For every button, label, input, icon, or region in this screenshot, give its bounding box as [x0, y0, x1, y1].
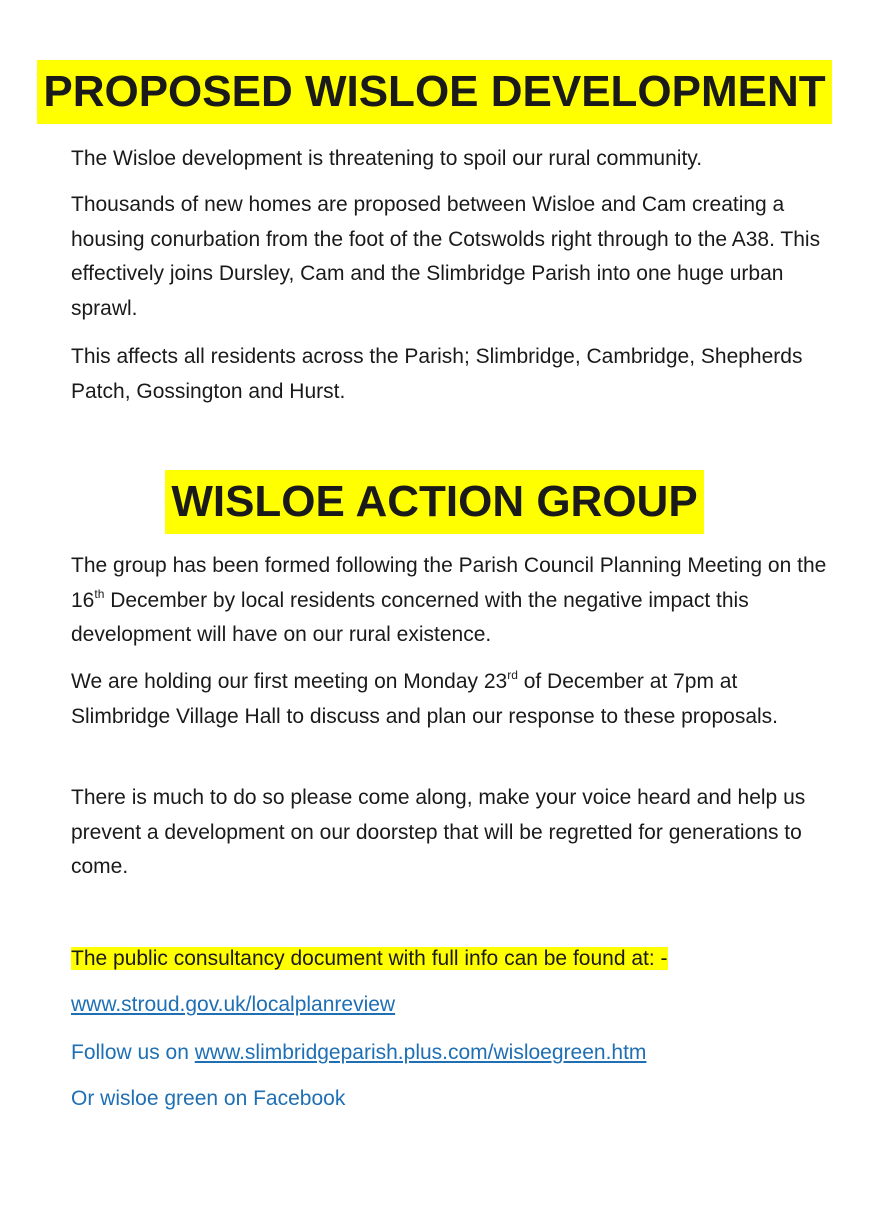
intro-paragraph-3: This affects all residents across the Parish; Slimbridge, Cambridge, Shepherds Patch, Gossington and Hurst.	[71, 345, 803, 403]
group-paragraph-1	[71, 549, 831, 653]
follow-prefix: Follow us on	[71, 1041, 195, 1064]
facebook-line: Or wisloe green on Facebook	[71, 1087, 346, 1110]
consultancy-note	[71, 943, 668, 975]
consultancy-note-text: The public consultancy document with full info can be found at: -	[71, 947, 668, 970]
group-paragraph-2-text-a: We are holding our first meeting on Monday 23	[71, 670, 508, 693]
group-paragraph-2-text-b: of December at 7pm at Slimbridge Village Hall to discuss and plan our response to these proposals.	[71, 670, 779, 728]
slimbridge-parish-link[interactable]: www.slimbridgeparish.plus.com/wisloegreen.htm	[194, 1041, 647, 1064]
ordinal-suffix-rd: rd	[507, 668, 518, 682]
group-paragraph-1-text-b: December by local residents concerned with the negative impact this development will have on our rural existence.	[71, 588, 749, 646]
group-paragraph-2	[71, 665, 831, 734]
group-paragraph-1-text-a: The group has been formed following the Parish Council Planning Meeting on the 16	[71, 554, 827, 612]
stroud-link-line	[71, 989, 395, 1021]
group-heading: WISLOE ACTION GROUP	[165, 470, 703, 534]
group-heading-wrap	[0, 470, 869, 534]
intro-paragraph-2: Thousands of new homes are proposed between Wisloe and Cam creating a housing conurbation from the foot of the Cotswolds right through to the A38. This effectively joins Dursley, Cam and the Slimbridge Parish into one huge urban sprawl.	[71, 193, 821, 320]
intro-paragraph-1: The Wisloe development is threatening to spoil our rural community.	[71, 147, 703, 170]
ordinal-suffix-th: th	[94, 586, 105, 601]
follow-line	[71, 1037, 646, 1069]
group-paragraph-3: There is much to do so please come along, make your voice heard and help us prevent a development on our doorstep that will be regretted for generations to come.	[71, 786, 806, 878]
main-heading: PROPOSED WISLOE DEVELOPMENT	[37, 60, 831, 124]
stroud-plan-link[interactable]: www.stroud.gov.uk/localplanreview	[71, 993, 396, 1016]
main-heading-wrap	[0, 60, 869, 124]
